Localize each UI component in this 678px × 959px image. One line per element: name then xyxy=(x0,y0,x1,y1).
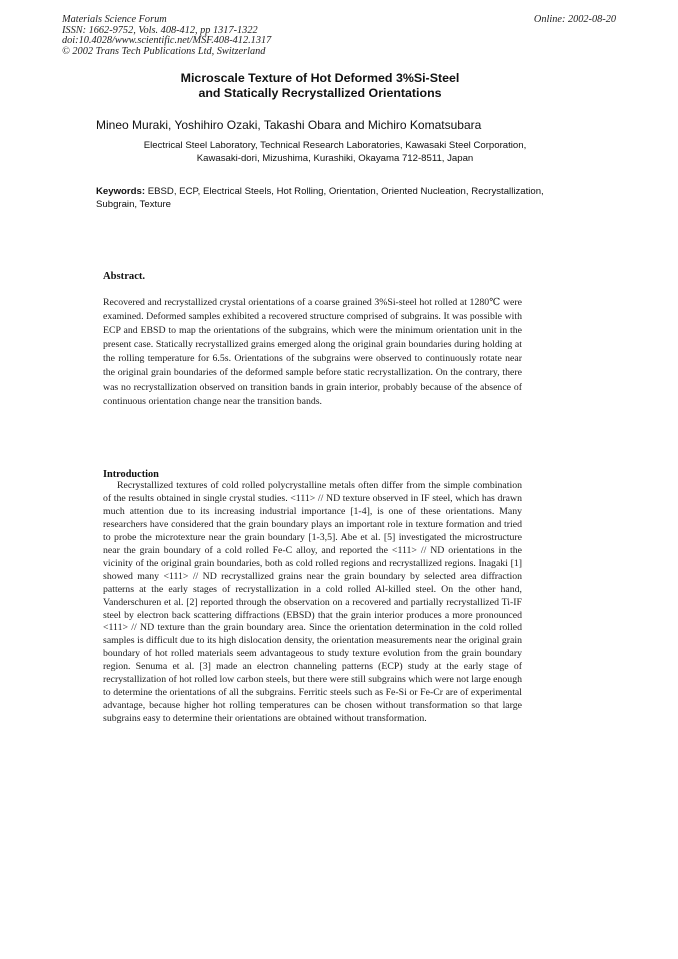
paper-title xyxy=(60,71,580,100)
copyright-line: © 2002 Trans Tech Publications Ltd, Switzerland xyxy=(62,45,266,57)
online-date: Online: 2002-08-20 xyxy=(533,14,616,25)
author-list: Mineo Muraki, Yoshihiro Ozaki, Takashi Obara and Michiro Komatsubara xyxy=(96,118,482,132)
keywords-label: Keywords: xyxy=(96,186,146,197)
affiliation-line-1: Electrical Steel Laboratory, Technical Research Laboratories, Kawasaki Steel Corporation, xyxy=(143,140,527,151)
doi-line[interactable]: doi:10.4028/www.scientific.net/MSF.408-412.1317 xyxy=(62,35,272,47)
keywords xyxy=(96,186,566,211)
affiliation xyxy=(100,140,570,165)
publication-header xyxy=(62,15,382,57)
introduction-heading: Introduction xyxy=(103,469,159,480)
journal-name: Materials Science Forum xyxy=(62,14,167,25)
abstract-body: Recovered and recrystallized crystal orientations of a coarse grained 3%Si-steel hot rolled at 1280℃ were examined. Deformed samples exhibited a recovered structure comprised of subgrains. It was possible with ECP and EBSD to map the orientations of the subgrains, which were the minimum orientation unit in the present case. Statically recrystallized grains emerged along the original grain boundaries during holding at the rolling temperature for 6.5s. Orientations of the subgrains were observed to continuously rotate near the original grain boundaries of the deformed sample before static recrystallization. On the contrary, there was no recrystallization observed on transition bands in grain interior, probably because of the absence of continuous orientation change near the transition bands. xyxy=(103,297,522,407)
abstract-heading: Abstract. xyxy=(103,271,146,282)
title-line-2: and Statically Recrystallized Orientations xyxy=(198,85,442,100)
keywords-text: EBSD, ECP, Electrical Steels, Hot Rolling, Orientation, Oriented Nucleation, Recrystallization, Subgrain, Texture xyxy=(96,186,544,210)
issn-line: ISSN: 1662-9752, Vols. 408-412, pp 1317-1322 xyxy=(62,24,258,36)
affiliation-line-2: Kawasaki-dori, Mizushima, Kurashiki, Okayama 712-8511, Japan xyxy=(196,152,474,164)
introduction-body: Recrystallized textures of cold rolled polycrystalline metals often differ from the simple combination of the results obtained in single crystal studies. <111> // ND texture observed in IF steel, which has drawn much attention due to its increasing industrial importance [1-4], is one of these orientations. Many researchers have considered that the grain boundary plays an important role in texture formation and tried to probe the microtexture near the grain boundary [1-3,5]. Abe et al. [5] investigated the microstructure near the grain boundary of a cold rolled Fe-C alloy, and reported the <111> // ND orientations in the vicinity of the original grain boundaries, both as cold rolled regions and recrystallized regions. Inagaki [1] showed many <111> // ND recrystallized grains near the grain boundary by selected area diffraction patterns at the early stages of recrystallization in a cold rolled Al-killed steel. On the other hand, Vanderschuren et al. [2] reported through the observation on a recovered and partially recrystallized Ti-IF steel by electron back scattering diffractions (EBSD) that the grain interior produces a more pronounced <111> // ND texture than the grain boundary area. Since the orientation determination in the cold rolled samples is difficult due to its high dislocation density, the orientation measurements near the original grain boundary of hot rolled materials seem advantageous to study texture evolution from the grain boundary region. Senuma et al. [3] made an electron channeling patterns (ECP) study at the early stage of recrystallization of hot rolled low carbon steels, but there were still subgrains which were not large enough to determine the orientations of all the subgrains. Ferritic steels such as Fe-Si or Fe-Cr are of experimental advantage, because higher hot rolling temperatures can be chosen without transformation so that large subgrains easy to determine their orientations are obtained without transformation. xyxy=(103,480,522,725)
title-line-1: Microscale Texture of Hot Deformed 3%Si-Steel xyxy=(180,71,460,85)
